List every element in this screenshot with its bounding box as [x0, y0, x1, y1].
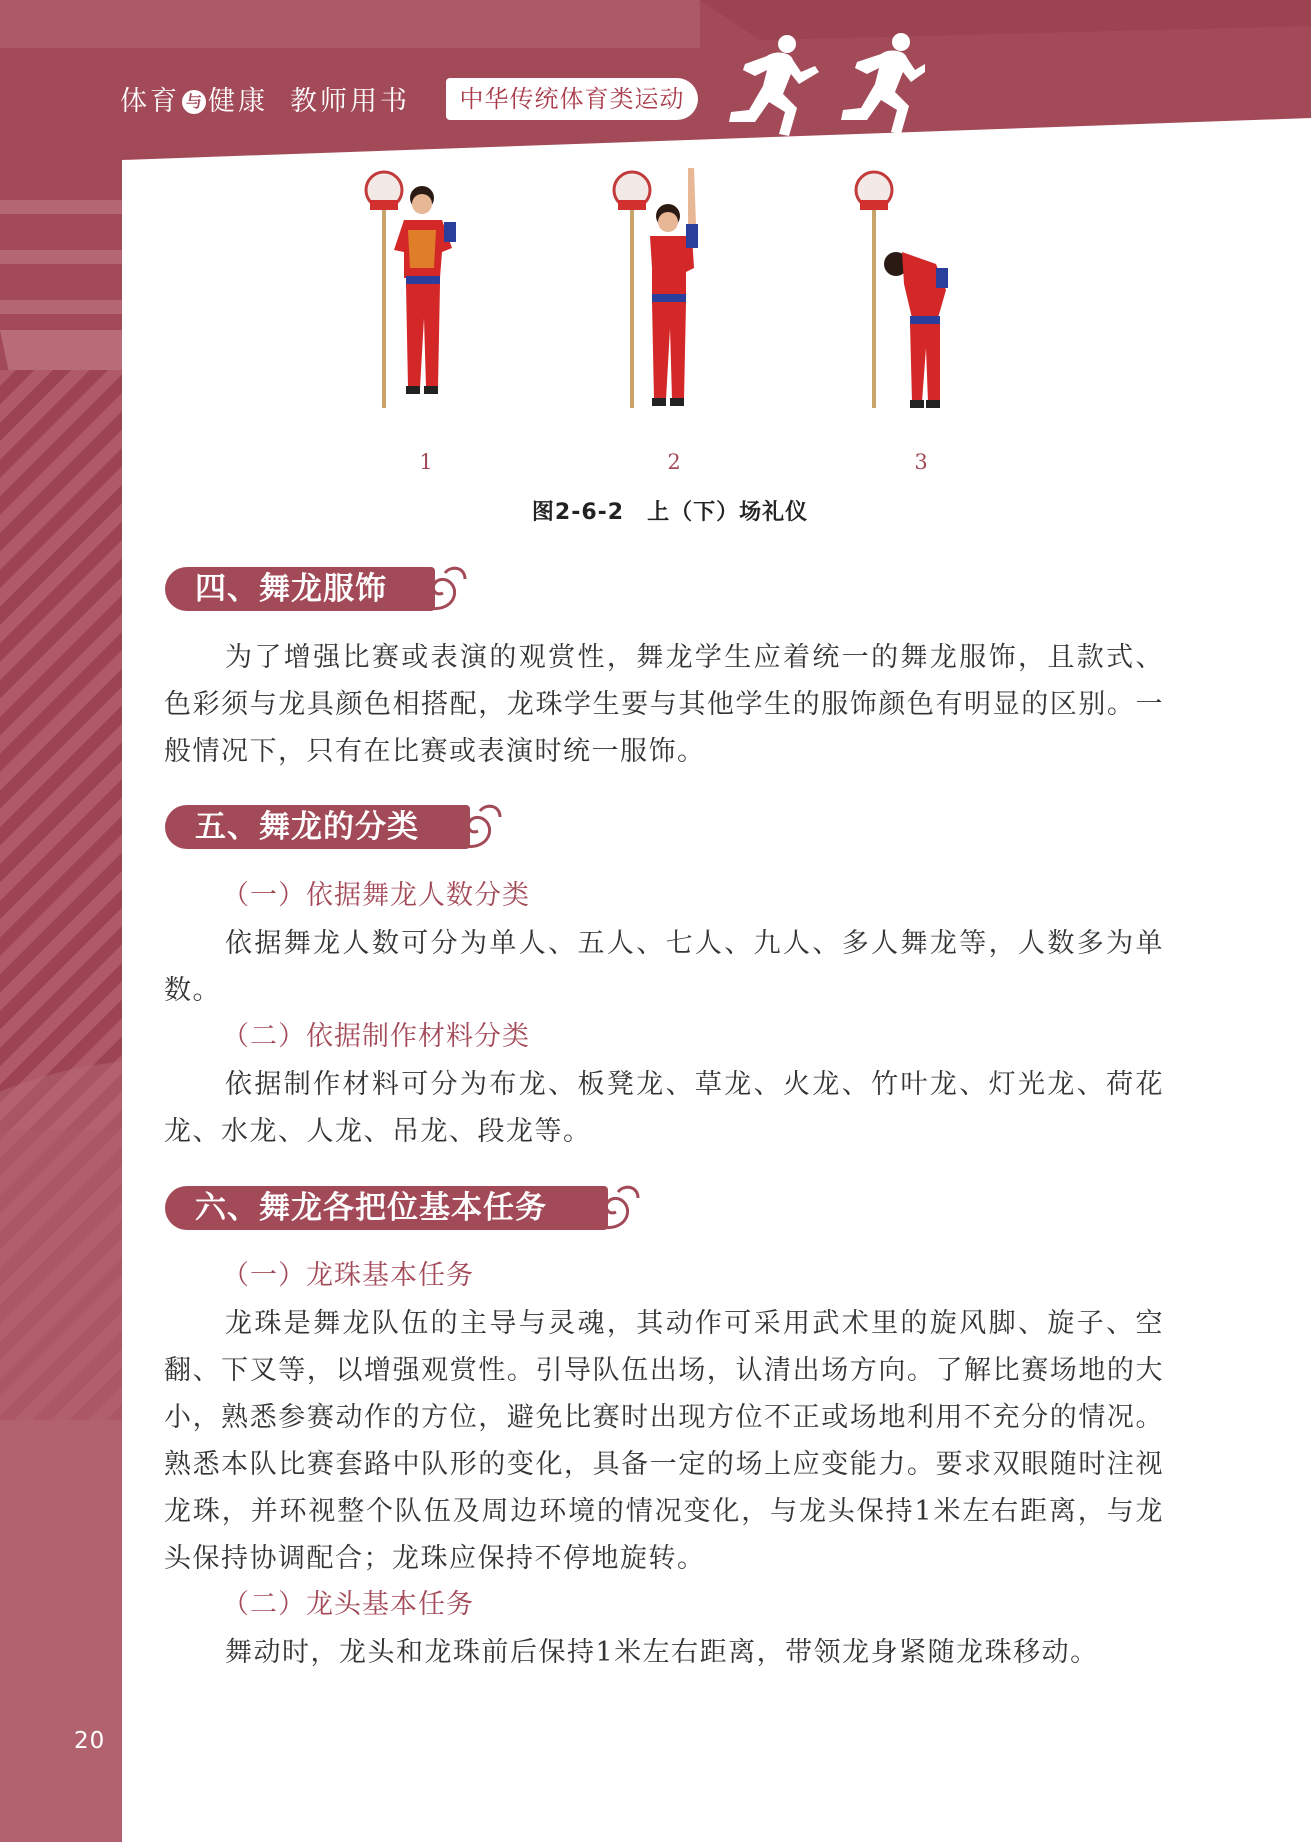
chapter-tag: 中华传统体育类运动	[446, 78, 698, 120]
paragraph-costume: 为了增强比赛或表演的观赏性，舞龙学生应着统一的舞龙服饰，且款式、色彩须与龙具颜色相搭配，龙珠学生要与其他学生的服饰颜色有明显的区别。一般情况下，只有在比赛或表演时统一服饰。	[164, 642, 1164, 767]
paragraph-by-headcount: 依据舞龙人数可分为单人、五人、七人、九人、多人舞龙等，人数多为单数。	[164, 928, 1164, 1006]
paragraph-by-material: 依据制作材料可分为布龙、板凳龙、草龙、火龙、竹叶龙、灯光龙、荷花龙、水龙、人龙、吊龙、段龙等。	[164, 1069, 1164, 1147]
subsection-title-pearl: （一）龙珠基本任务	[222, 1260, 474, 1291]
photo-label-1: 1	[419, 450, 433, 474]
subsection-title-by-headcount: （一）依据舞龙人数分类	[222, 880, 530, 911]
subsection-title-by-material: （二）依据制作材料分类	[222, 1021, 530, 1052]
ceremony-photo-3	[852, 168, 962, 428]
cloud-swirl-icon	[586, 1182, 642, 1234]
paragraph-pearl: 龙珠是舞龙队伍的主导与灵魂，其动作可采用武术里的旋风脚、旋子、空翻、下叉等，以增强观赏性。引导队伍出场，认清出场方向。了解比赛场地的大小，熟悉参赛动作的方位，避免比赛时出现方位不正或场地利用不充分的情况。熟悉本队比赛套路中队形的变化，具备一定的场上应变能力。要求双眼随时注视龙珠，并环视整个队伍及周边环境的情况变化，与龙头保持1米左右距离，与龙头保持协调配合；龙珠应保持不停地旋转。	[164, 1308, 1164, 1574]
page-number: 20	[74, 1728, 106, 1754]
book-title-part1: 体育	[120, 86, 180, 117]
photo-label-3: 3	[914, 450, 928, 474]
ceremony-photo-1	[360, 168, 480, 428]
cloud-swirl-icon	[448, 801, 504, 853]
running-figures-icon	[705, 30, 925, 140]
subsection-title-head: （二）龙头基本任务	[222, 1589, 474, 1620]
book-title	[120, 84, 410, 120]
section-title-positions: 六、舞龙各把位基本任务	[165, 1186, 608, 1230]
ceremony-photo-2	[612, 168, 712, 428]
book-title-part3: 教师用书	[290, 86, 410, 117]
photo-label-2: 2	[667, 450, 681, 474]
cloud-swirl-icon	[413, 563, 469, 615]
section-title-costume: 四、舞龙服饰	[165, 567, 435, 611]
section-title-classification: 五、舞龙的分类	[165, 805, 470, 849]
book-title-yu-badge: 与	[182, 90, 206, 114]
book-title-part2: 健康	[208, 86, 268, 117]
figure-caption: 图2-6-2 上（下）场礼仪	[531, 500, 809, 525]
paragraph-head: 舞动时，龙头和龙珠前后保持1米左右距离，带领龙身紧随龙珠移动。	[225, 1637, 1099, 1668]
